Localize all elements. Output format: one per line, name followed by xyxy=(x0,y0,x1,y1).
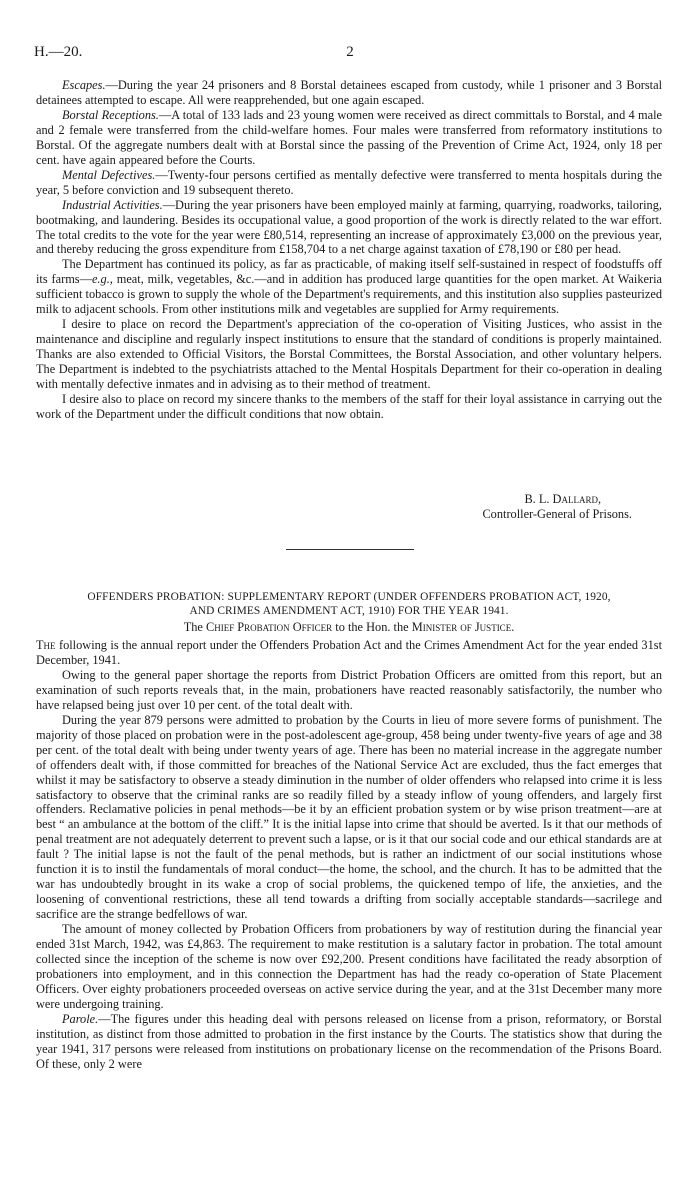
signature-block xyxy=(482,492,632,522)
paragraph-escapes: Escapes.—During the year 24 prisoners and 8 Borstal detainees escaped from custody, while 1 prisoner and 3 Borstal detainees attempted to escape. All were reapprehended, but one again escaped. xyxy=(36,78,662,107)
industrial-label: Industrial Activities. xyxy=(62,197,163,212)
paragraph-admissions: During the year 879 persons were admitted to probation by the Courts in lieu of more severe forms of punishment. The majority of those placed on probation were in the post-adolescent age-group, 458 being under twenty-five years of age and 38 per cent. of the total dealt with being under twenty years of age. There has been no material increase in the aggregate number of offenders dealt with, if those committed for breaches of the National Service Act are excluded, thus the fact emerges that whilst it may be satisfactory to observe a steady diminution in the number of older offenders who relapsed into crime it is less satisfactory to observe that the criminal ranks are so readily filled by a steady inflow of young offenders, and largely first offenders. Reclamative policies in penal methods—be it by an efficient probation system or by wise prison treatment—are at best “ an ambulance at the bottom of the cliff.” It is the initial lapse into crime that should be averted. Is it that our methods of penal treatment are not adequately deterrent to prevent such a lapse, or is it that our social code and our ethical standards are at fault ? The initial lapse is not the fault of the penal methods, but is rather an indictment of our social institutions whose function it is to instil the fundamentals of moral conduct—the home, the school, and the church. It has to be admitted that the war has undoubtedly brought in its wake a crop of social problems, the quickened tempo of life, the anxieties, and the loosening of conventional restrictions, these all tend towards a drifting from socially acceptable standards—sacrilege and sacrifice are the strange bedfellows of war. xyxy=(36,712,662,922)
document-reference: H.—20. xyxy=(34,44,83,60)
paragraph-self-sustained: The Department has continued its policy, as far as practicable, of making itself self-sustained in respect of foodstuffs off its farms—e.g., meat, milk, vegetables, &c.—and in addition has produced large quantities for the open market. At Waikeria sufficient tobacco is grown to supply the whole of the Department's requirements, and this institution also supplies pasteurized milk to adjacent schools. From other institutions milk and vegetables are supplied for Army requirements. xyxy=(36,257,662,317)
page-number: 2 xyxy=(346,44,354,60)
paragraph-mental-defectives: Mental Defectives.—Twenty-four persons certified as mentally defective were transferred to menta hospitals during the year, 5 before conviction and 19 subsequent thereto. xyxy=(36,167,662,197)
paragraph-restitution: The amount of money collected by Probation Officers from probationers by way of restitution during the financial year ended 31st March, 1942, was £4,863. The requirement to make restitution is a salutary factor in probation. The total amount collected since the inception of the scheme is now over £92,200. Present conditions have facilitated the ready absorption of probationers into employment, and in this connection the Department has had the ready co-operation of State Placement Officers. Over eighty probationers proceeded overseas on active service during the year, and at the 31st December many more were undergoing training. xyxy=(36,922,662,1011)
running-header xyxy=(34,44,666,62)
parole-label: Parole. xyxy=(62,1011,99,1026)
address-line: The Chief Probation Officer to the Hon. the Minister of Justice. xyxy=(183,620,515,634)
section-divider xyxy=(286,549,414,550)
signatory-name: B. L. Dallard, xyxy=(524,492,602,506)
mental-label: Mental Defectives. xyxy=(62,167,156,182)
paragraph-staff-thanks: I desire also to place on record my sincere thanks to the members of the staff for their loyal assistance in carrying out the work of the Department under the difficult conditions that now obtain. xyxy=(36,392,662,421)
prisons-report-body xyxy=(36,78,662,422)
paragraph-parole: Parole.—The figures under this heading deal with persons released on license from a prison, reformatory, or Borstal institution, as distinct from those admitted to probation in the first instance by the Courts. The statistics show that during the year 1941, 317 persons were released from institutions on probationary license on the recommendation of the Prisons Board. Of these, only 2 were xyxy=(36,1011,662,1071)
signatory-title: Controller-General of Prisons. xyxy=(482,507,632,521)
paragraph-visiting-justices: I desire to place on record the Department's appreciation of the co-operation of Visiting Justices, who assist in the maintenance and discipline and regularly inspect institutions to ensure that the standard of conditions is properly maintained. Thanks are also extended to Official Visitors, the Borstal Committees, the Borstal Association, and other voluntary helpers. The Department is indebted to the psychiatrists attached to the Mental Hospitals Department for their co-operation in dealing with mentally defective inmates and in advising as to their method of treatment. xyxy=(36,317,662,392)
paragraph-industrial-activities: Industrial Activities.—During the year prisoners have been employed mainly at farming, quarrying, roadworks, tailoring, bootmaking, and laundering. Besides its occupational value, a good proportion of the work is directly related to the war effort. The total credits to the vote for the year were £80,514, representing an increase of approximately £3,000 on the previous year, and thereby reducing the gross expenditure from £158,704 to a net charge against taxation of £78,190 or £80 per head. xyxy=(36,197,662,257)
paragraph-intro: The following is the annual report under the Offenders Probation Act and the Crimes Amendment Act for the year ended 31st December, 1941. xyxy=(36,638,662,667)
section-heading: OFFENDERS PROBATION: SUPPLEMENTARY REPORT (UNDER OFFENDERS PROBATION ACT, 1920, AND CRIMES AMENDMENT ACT, 1910) FOR THE YEAR 1941. xyxy=(87,591,611,617)
escapes-label: Escapes. xyxy=(62,78,106,92)
paragraph-borstal-receptions: Borstal Receptions.—A total of 133 lads and 23 young women were received as direct committals to Borstal, and 4 male and 2 female were transferred from the child-welfare homes. Four males were transferred from reformatory institutions to Borstal. Of the aggregate numbers dealt with at Borstal since the passing of the Prevention of Crime Act, 1924, only 18 per cent. have again appeared before the Courts. xyxy=(36,107,662,167)
borstal-label: Borstal Receptions. xyxy=(62,107,159,122)
probation-report-body xyxy=(36,638,662,1072)
paragraph-paper-shortage: Owing to the general paper shortage the reports from District Probation Officers are omitted from this report, but an examination of such reports reveals that, in the main, probationers have reacted reasonably satisfactorily, the number who have relapsed being just over 10 per cent. of the total dealt with. xyxy=(36,667,662,712)
